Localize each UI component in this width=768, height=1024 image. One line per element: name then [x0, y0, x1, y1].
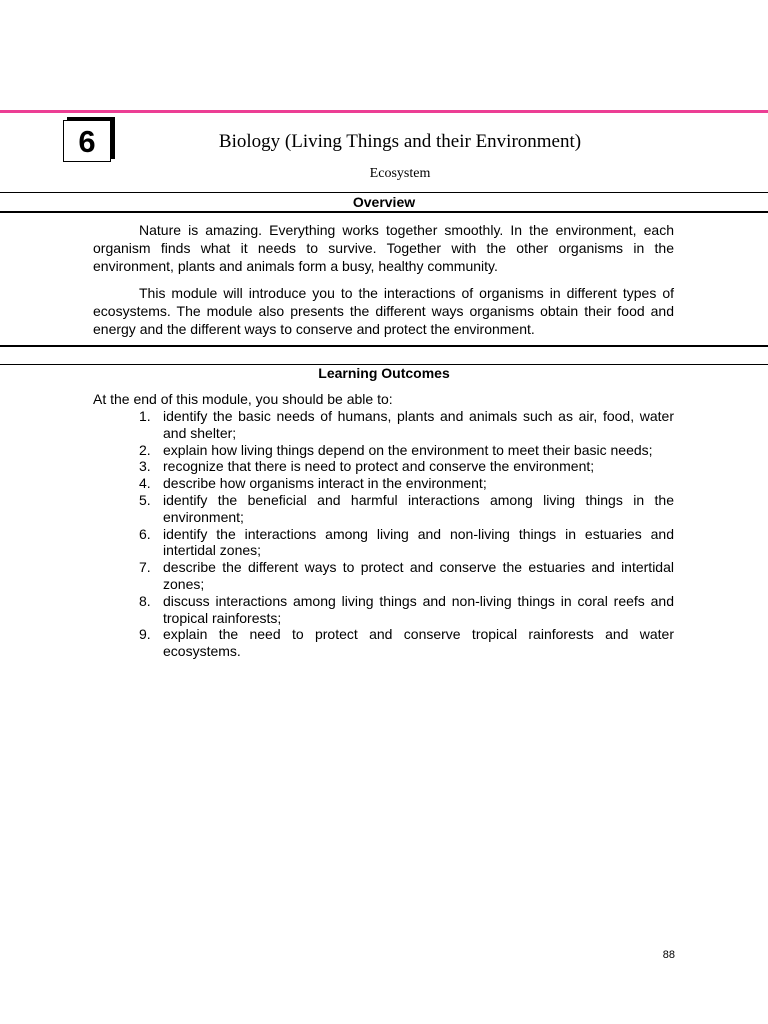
list-item-text: describe the different ways to protect and conserve the estuaries and intertidal zones;	[163, 559, 674, 592]
overview-heading: Overview	[352, 194, 416, 210]
list-item	[93, 626, 674, 660]
module-title: Biology (Living Things and their Environment)	[218, 131, 582, 152]
list-item	[93, 526, 674, 560]
list-item	[93, 559, 674, 593]
list-item-text: identify the interactions among living and non-living things in estuaries and intertidal zones;	[163, 525, 674, 559]
list-item-number: 9.	[139, 626, 151, 643]
list-item	[93, 408, 674, 442]
outcomes-heading: Learning Outcomes	[318, 365, 450, 381]
list-item-number: 5.	[139, 491, 151, 508]
list-item	[93, 475, 674, 492]
page-number: 88	[662, 949, 675, 961]
list-item-text: identify the basic needs of humans, plants and animals such as air, food, water and shelter;	[163, 408, 674, 441]
overview-top-rule	[0, 192, 768, 193]
list-item-text: explain the need to protect and conserve tropical rainforests and water ecosystems.	[163, 626, 674, 660]
list-item-number: 4.	[139, 475, 151, 492]
list-item-number: 8.	[139, 592, 151, 609]
overview-paragraph-1: Nature is amazing. Everything works together smoothly. In the environment, each organism finds what it needs to survive. Together with the other organisms in the environment, plants and animals form a busy, healthy community.	[93, 222, 674, 275]
outcomes-intro: At the end of this module, you should be able to:	[93, 391, 393, 407]
module-number-box	[63, 120, 111, 162]
outcomes-top-rule	[0, 345, 768, 347]
list-item	[93, 442, 674, 459]
header-accent-rule	[0, 110, 768, 113]
list-item-number: 7.	[139, 559, 151, 576]
list-item-text: identify the beneficial and harmful interactions among living things in the environment;	[163, 491, 674, 525]
list-item-text: describe how organisms interact in the environment;	[163, 475, 487, 492]
outcomes-heading-rule	[0, 364, 768, 365]
list-item-text: recognize that there is need to protect and conserve the environment;	[163, 458, 595, 475]
list-item-number: 2.	[139, 441, 151, 458]
list-item	[93, 492, 674, 526]
module-number: 6	[78, 123, 96, 159]
list-item-text: discuss interactions among living things and non-living things in coral reefs and tropical rainforests;	[163, 592, 674, 626]
list-item	[93, 593, 674, 627]
list-item-number: 6.	[139, 525, 151, 542]
module-subtitle: Ecosystem	[369, 166, 431, 181]
overview-bottom-rule	[0, 211, 768, 213]
list-item-text: explain how living things depend on the environment to meet their basic needs;	[163, 441, 653, 458]
overview-paragraph-2: This module will introduce you to the interactions of organisms in different types of ecosystems. The module also presents the different ways organisms obtain their food and energy and the different ways to conserve and protect the environment.	[93, 285, 674, 338]
list-item-number: 3.	[139, 458, 151, 475]
outcomes-list	[93, 408, 674, 660]
list-item-number: 1.	[139, 408, 151, 424]
list-item	[93, 458, 674, 475]
